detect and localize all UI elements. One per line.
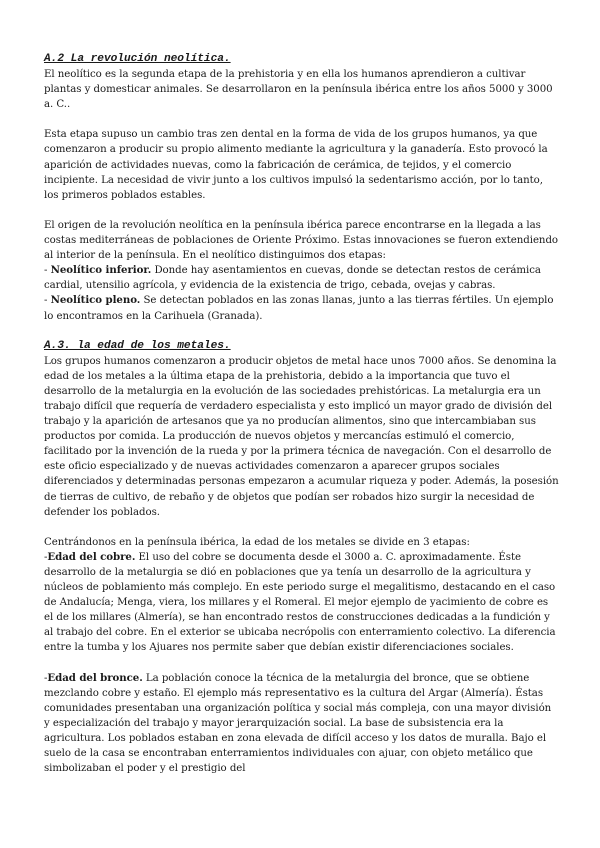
paragraph-gap	[44, 520, 560, 535]
list-term: Edad del cobre.	[47, 550, 136, 563]
list-term: Edad del bronce.	[47, 671, 143, 684]
section-heading-metals: A.3. la edad de los metales.	[44, 339, 231, 352]
list-prefix: -	[44, 551, 48, 563]
paragraph: El origen de la revolución neolítica en la península ibérica parece encontrarse en la llegada a las costas mediterráneas de poblaciones de Oriente Próximo. Estas innovaciones se fueron extendiendo al interior de la península. En el neolítico distinguimos dos etapas:	[44, 219, 558, 262]
paragraph: Esta etapa supuso un cambio tras zen dental en la forma de vida de los grupos humanos, ya que comenzaron a producir su propio alimento mediante la agricultura y la ganadería. Esto provocó la aparición de actividades nuevas, como la fabricación de cerámica, de tejidos, y el comercio incipiente. La necesidad de vivir junto a los cultivos impulsó la sedentarismo acción, por lo tanto, los primeros poblados estables.	[44, 129, 548, 201]
list-prefix: -	[44, 672, 48, 684]
list-text: El uso del cobre se documenta desde el 3000 a. C. aproximadamente. Éste desarrollo de la metalurgia se dió en poblaciones que ya tenía un desarrollo de la agricultura y núcleos de poblamiento más complejo. En este periodo surge el megalitismo, destacando en el caso de Andalucía; Menga, viera, los millares y el Romeral. El mejor ejemplo de yacimiento de cobre es el de los millares (Almería), se han encontrado restos de construcciones dedicadas a la fundición y al trabajo del cobre. En el exterior se ubicaba necrópolis con enterramiento colectivo. La diferencia entre la tumba y los Ajuares nos permite saber que debían existir diferenciaciones sociales.	[44, 551, 556, 654]
list-prefix: -	[44, 295, 51, 307]
list-item	[44, 293, 560, 323]
list-prefix: -	[44, 265, 51, 277]
list-item	[44, 671, 560, 777]
list-text: La población conoce la técnica de la metalurgia del bronce, que se obtiene mezclando cobre y estaño. El ejemplo más representativo es la cultura del Argar (Almería). Éstas comunidades presentaban una organización política y social más compleja, con una mayor división y especialización del trabajo y mayor jerarquización social. La base de subsistencia era la agricultura. Los poblados estaban en zona elevada de difícil acceso y los datos de muralla. Bajo el suelo de la casa se encontraban enterramientos individuales con ajuar, con objeto metálico que simbolizaban el poder y el prestigio del	[44, 672, 552, 775]
paragraph: Los grupos humanos comenzaron a producir objetos de metal hace unos 7000 años. Se denomina la edad de los metales a la última etapa de la prehistoria, debido a la importancia que tuvo el desarrollo de la metalurgia en la evolución de las sociedades prehistóricas. La metalurgia era un trabajo difícil que requería de verdadero especialista y esto implicó un mayor grado de división del trabajo y la aparición de artesanos que ya no producían alimentos, sino que intercambiaban sus productos por comida. La producción de nuevos objetos y mercancías estimuló el comercio, facilitado por la invención de la rueda y por la primera técnica de navegación. Con el desarrollo de este oficio especializado y de nuevas actividades comenzaron a aparecer grupos sociales diferenciados y determinadas personas empezaron a acumular riqueza y poder. Además, la posesión de tierras de cultivo, de rebaño y de objetos que podían ser robados hizo surgir la necesidad de defender los poblados.	[44, 355, 559, 518]
paragraph-gap	[44, 324, 560, 339]
paragraph-gap	[44, 656, 560, 671]
list-term: Neolítico pleno.	[50, 294, 141, 307]
list-text: Donde hay asentamientos en cuevas, donde se detectan restos de cerámica cardial, utensilio agrícola, y evidencia de la existencia de trigo, cebada, ovejas y cabras.	[44, 265, 541, 292]
list-term: Neolítico inferior.	[50, 264, 152, 277]
paragraph: Centrándonos en la península ibérica, la edad de los metales se divide en 3 etapas:	[44, 536, 470, 548]
section-heading-neolithic: A.2 La revolución neolítica.	[44, 53, 231, 65]
paragraph-gap	[44, 112, 560, 127]
list-item	[44, 550, 560, 656]
paragraph-gap	[44, 203, 560, 218]
list-item	[44, 263, 560, 293]
list-text: Se detectan poblados en las zonas llanas, junto a las tierras fértiles. Un ejemplo lo encontramos en la Carihuela (Granada).	[44, 295, 554, 322]
paragraph: El neolítico es la segunda etapa de la prehistoria y en ella los humanos aprendieron a cultivar plantas y domesticar animales. Se desarrollaron en la península ibérica entre los años 5000 y 3000 a. C..	[44, 69, 553, 111]
document-page	[44, 52, 560, 776]
